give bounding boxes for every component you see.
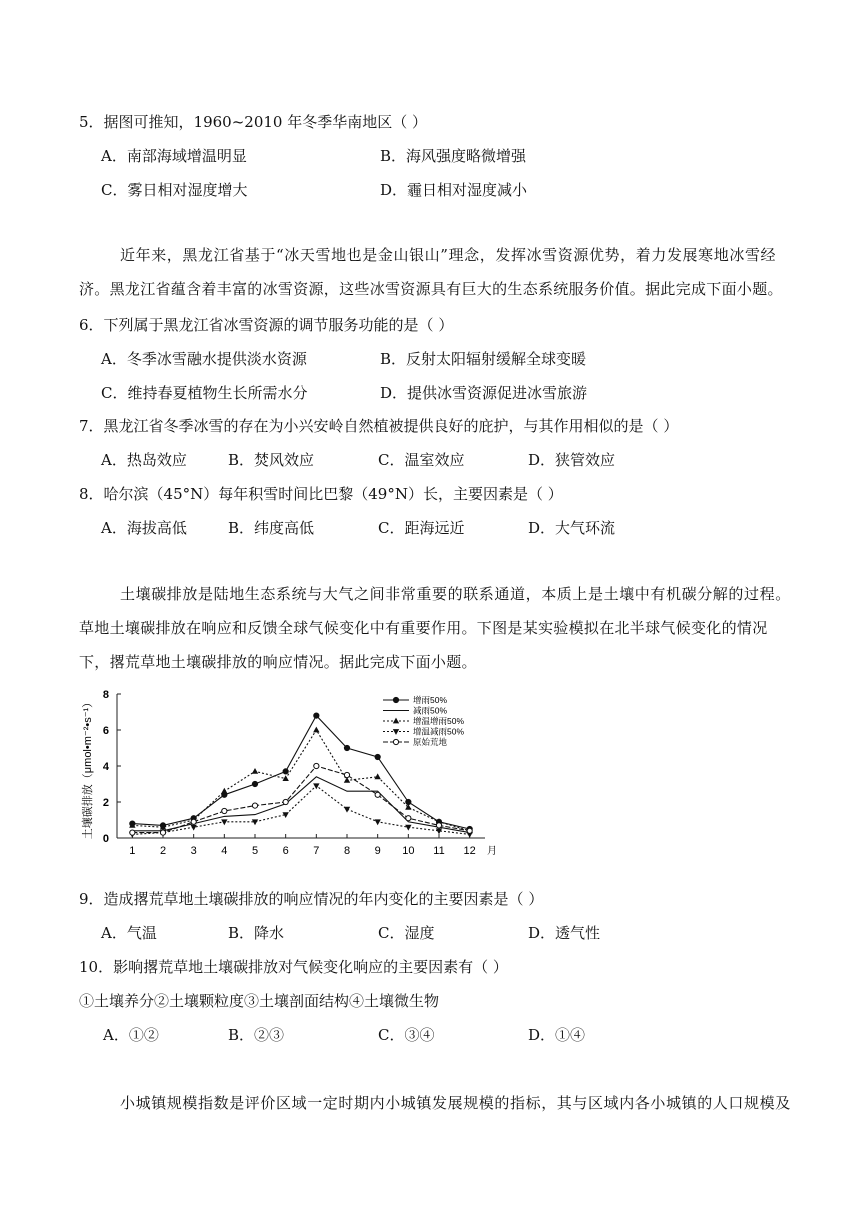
data-point [160,830,165,835]
x-tick-label: 3 [190,845,197,857]
data-point [436,823,441,828]
q7-option-c: C．温室效应 [378,451,465,469]
x-tick-label: 6 [282,845,289,857]
q8-option-d: D．大气环流 [528,519,616,537]
y-tick-label: 2 [102,797,109,809]
data-point [344,772,349,777]
y-tick-label: 0 [102,833,109,845]
series-line-2 [132,777,469,833]
q10-option-d: D．①④ [528,1026,586,1044]
chart-legend [383,695,464,747]
y-tick-label: 8 [102,689,109,701]
data-point [221,788,227,794]
series-line-4 [132,786,469,835]
data-point [344,807,350,813]
passage2-line3: 下，撂荒草地土壤碳排放的响应情况。据此完成下面小题。 [79,653,477,671]
series-line-5 [132,766,469,833]
x-tick-label: 7 [313,845,320,857]
x-tick-label: 4 [221,845,228,857]
q7-stem: 7．黑龙江省冬季冰雪的存在为小兴安岭自然植被提供良好的庇护，与其作用相似的是（ ） [79,417,679,435]
legend-label: 减雨50% [413,705,448,716]
data-point [314,713,319,718]
q8-option-b: B．纬度高低 [228,519,315,537]
data-point [375,792,380,797]
q6-stem: 6．下列属于黑龙江省冰雪资源的调节服务功能的是（ ） [79,316,454,334]
data-point [406,799,411,804]
passage1-line1: 近年来，黑龙江省基于“冰天雪地也是金山银山”理念，发挥冰雪资源优势，着力发展寒地冰雪经 [120,246,777,264]
q5-option-d: D．霾日相对湿度减小 [380,181,528,199]
q10-option-c: C．③④ [378,1026,435,1044]
q6-option-a: A．冬季冰雪融水提供淡水资源 [101,350,307,368]
q9-option-b: B．降水 [228,924,285,942]
data-point [314,763,319,768]
y-tick-label: 4 [102,761,109,773]
x-tick-label: 2 [159,845,167,857]
data-point [344,745,349,750]
legend-marker [393,718,399,724]
q8-option-c: C．距海远近 [378,519,465,537]
q9-option-c: C．湿度 [378,924,435,942]
data-point [374,819,380,825]
data-point [252,781,257,786]
q7-option-a: A．热岛效应 [101,451,187,469]
data-point [405,804,411,810]
x-tick-label: 1 [129,845,136,857]
q10-stem: 10．影响撂荒草地土壤碳排放对气候变化响应的主要因素有（ ） [79,958,508,976]
chart-y-axis-label: 土壤碳排放（μmol•m⁻²•s⁻¹） [82,696,94,840]
q5-option-c: C．雾日相对湿度增大 [101,181,248,199]
q8-stem: 8．哈尔滨（45°N）每年积雪时间比巴黎（49°N）长，主要因素是（ ） [79,485,563,503]
data-point [130,830,135,835]
data-point [252,768,258,774]
data-point [191,819,196,824]
q7-option-d: D．狭管效应 [528,451,616,469]
x-tick-label: 11 [433,845,445,857]
legend-marker [393,697,398,702]
q8-option-a: A．海拔高低 [101,519,187,537]
x-tick-label: 9 [374,845,381,857]
data-point [252,803,257,808]
data-point [222,808,227,813]
data-point [221,819,227,825]
legend-label: 增温减雨50% [413,726,465,737]
x-tick-label: 8 [343,845,351,857]
passage2-line1: 土壤碳排放是陆地生态系统与大气之间非常重要的联系通道，本质上是土壤中有机碳分解的过程。 [120,585,791,603]
data-point [313,727,319,733]
q6-option-c: C．维持春夏植物生长所需水分 [101,384,308,402]
data-point [190,825,196,831]
legend-marker [393,739,398,744]
q6-option-d: D．提供冰雪资源促进冰雪旅游 [380,384,588,402]
data-point [283,799,288,804]
data-point [405,825,411,831]
x-tick-label: 5 [251,845,259,857]
q9-option-a: A．气温 [101,924,157,942]
q10-items: ①土壤养分②土壤颗粒度③土壤剖面结构④土壤微生物 [79,992,440,1010]
q9-stem: 9．造成撂荒草地土壤碳排放的响应情况的年内变化的主要因素是（ ） [79,890,544,908]
q9-option-d: D．透气性 [528,924,601,942]
data-point [374,773,380,779]
y-tick-label: 6 [102,725,109,737]
data-point [406,816,411,821]
q10-option-a: A．①② [103,1026,159,1044]
soil-carbon-emission-chart [75,686,495,866]
q5-option-b: B．海风强度略微增强 [380,147,527,165]
data-point [375,754,380,759]
q7-option-b: B．焚风效应 [228,451,315,469]
q6-option-b: B．反射太阳辐射缓解全球变暖 [380,350,587,368]
data-point [283,769,288,774]
x-tick-label: 12 [463,845,476,857]
q5-stem: 5．据图可推知，1960~2010 年冬季华南地区（ ） [79,113,427,131]
x-tick-label: 10 [402,845,415,857]
q10-option-b: B．②③ [228,1026,285,1044]
passage2-line2: 草地土壤碳排放在响应和反馈全球气候变化中有重要作用。下图是某实验模拟在北半球气候变化的情况 [79,619,768,637]
passage1-line2: 济。黑龙江省蕴含着丰富的冰雪资源，这些冰雪资源具有巨大的生态系统服务价值。据此完成下面小题。 [79,280,783,298]
data-point [467,828,472,833]
legend-label: 增雨50% [413,695,448,705]
passage3-line1: 小城镇规模指数是评价区域一定时期内小城镇发展规模的指标，其与区域内各小城镇的人口规模及 [120,1094,791,1112]
legend-label: 增温增雨50% [413,716,465,726]
legend-label: 原始荒地 [413,737,448,747]
q5-option-a: A．南部海域增温明显 [101,147,247,165]
x-axis-unit: 月 [487,846,497,857]
legend-marker [393,729,399,735]
